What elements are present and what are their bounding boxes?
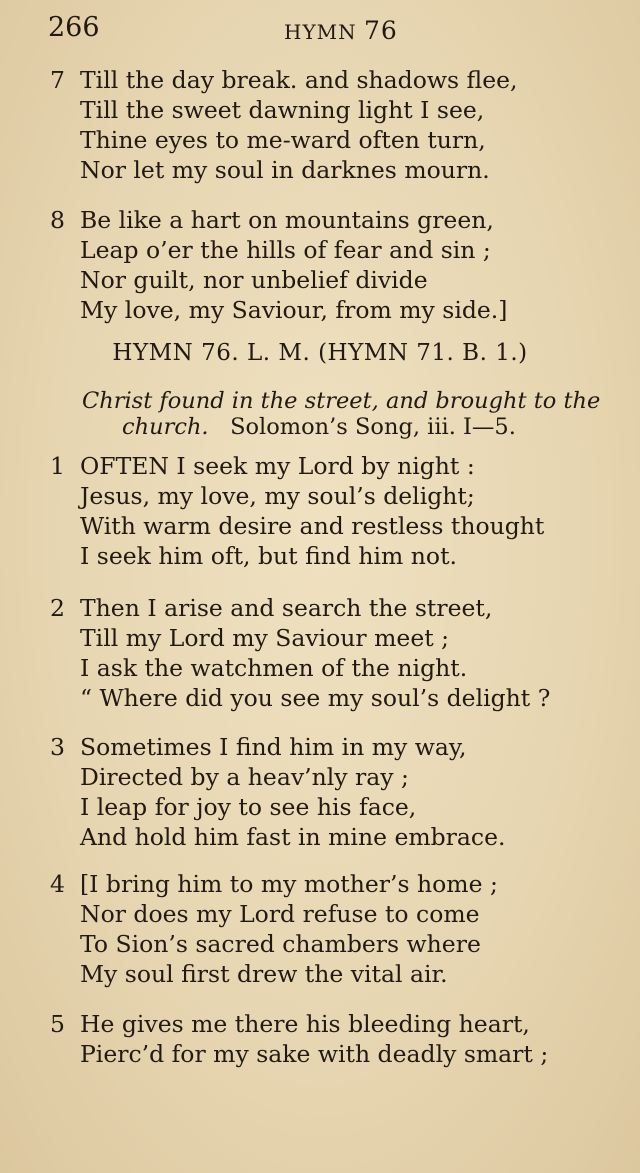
subject-line-2: church. Solomon’s Song, iii. I—5. bbox=[122, 414, 516, 440]
verse-line: 5 He gives me there his bleeding heart, bbox=[50, 1010, 530, 1038]
running-title bbox=[284, 16, 398, 45]
scripture-reference: Solomon’s Song, iii. I—5. bbox=[230, 414, 516, 440]
verse-line: Directed by a heav’nly ray ; bbox=[80, 763, 409, 791]
subject-line-1: Christ found in the street, and brought to the bbox=[82, 388, 601, 414]
stanza-8 bbox=[0, 206, 640, 326]
verse-line: I leap for joy to see his face, bbox=[80, 793, 417, 821]
verse-line: 8 Be like a hart on mountains green, bbox=[50, 206, 494, 234]
stanza-number: 8 bbox=[50, 206, 65, 234]
verse-line: Till my Lord my Saviour meet ; bbox=[80, 624, 450, 652]
verse-line: And hold him fast in mine embrace. bbox=[80, 823, 506, 851]
stanza-1 bbox=[0, 452, 640, 572]
verse-line: With warm desire and restless thought bbox=[80, 512, 545, 540]
verse-line: Nor does my Lord refuse to come bbox=[80, 900, 480, 928]
verse-line: 4 [I bring him to my mother’s home ; bbox=[50, 870, 498, 898]
verse-line: To Sion’s sacred chambers where bbox=[80, 930, 481, 958]
stanza-7 bbox=[0, 66, 640, 186]
stanza-number: 2 bbox=[50, 594, 65, 622]
stanza-4 bbox=[0, 870, 640, 990]
verse-line: My soul first drew the vital air. bbox=[80, 960, 448, 988]
stanza-number: 7 bbox=[50, 66, 65, 94]
verse-line: 1 OFTEN I seek my Lord by night : bbox=[50, 452, 475, 480]
verse-line: 2 Then I arise and search the street, bbox=[50, 594, 493, 622]
verse-line: Nor guilt, nor unbelief divide bbox=[80, 266, 428, 294]
stanza-number: 5 bbox=[50, 1010, 65, 1038]
verse-line: Leap o’er the hills of fear and sin ; bbox=[80, 236, 491, 264]
stanza-number: 1 bbox=[50, 452, 65, 480]
running-title-number: 76 bbox=[363, 16, 398, 45]
running-header bbox=[48, 12, 628, 46]
verse-line: 7 Till the day break. and shadows flee, bbox=[50, 66, 518, 94]
verse-line: Pierc’d for my sake with deadly smart ; bbox=[80, 1040, 549, 1068]
verse-line: Till the sweet dawning light I see, bbox=[80, 96, 485, 124]
stanza-number: 3 bbox=[50, 733, 65, 761]
stanza-3 bbox=[0, 733, 640, 853]
stanza-number: 4 bbox=[50, 870, 65, 898]
verse-line: “ Where did you see my soul’s delight ? bbox=[80, 684, 551, 712]
verse-line: My love, my Saviour, from my side.] bbox=[80, 296, 508, 324]
verse-line: 3 Sometimes I find him in my way, bbox=[50, 733, 467, 761]
verse-line: I seek him oft, but find him not. bbox=[80, 542, 457, 570]
page-number: 266 bbox=[48, 12, 100, 43]
running-title-word: HYMN bbox=[284, 20, 357, 44]
verse-line: Thine eyes to me-ward often turn, bbox=[80, 126, 486, 154]
verse-line: Nor let my soul in darknes mourn. bbox=[80, 156, 490, 184]
hymn-title: HYMN 76. L. M. (HYMN 71. B. 1.) bbox=[112, 340, 528, 366]
stanza-5 bbox=[0, 1010, 640, 1070]
verse-line: Jesus, my love, my soul’s delight; bbox=[80, 482, 475, 510]
verse-line: I ask the watchmen of the night. bbox=[80, 654, 468, 682]
stanza-2 bbox=[0, 594, 640, 714]
